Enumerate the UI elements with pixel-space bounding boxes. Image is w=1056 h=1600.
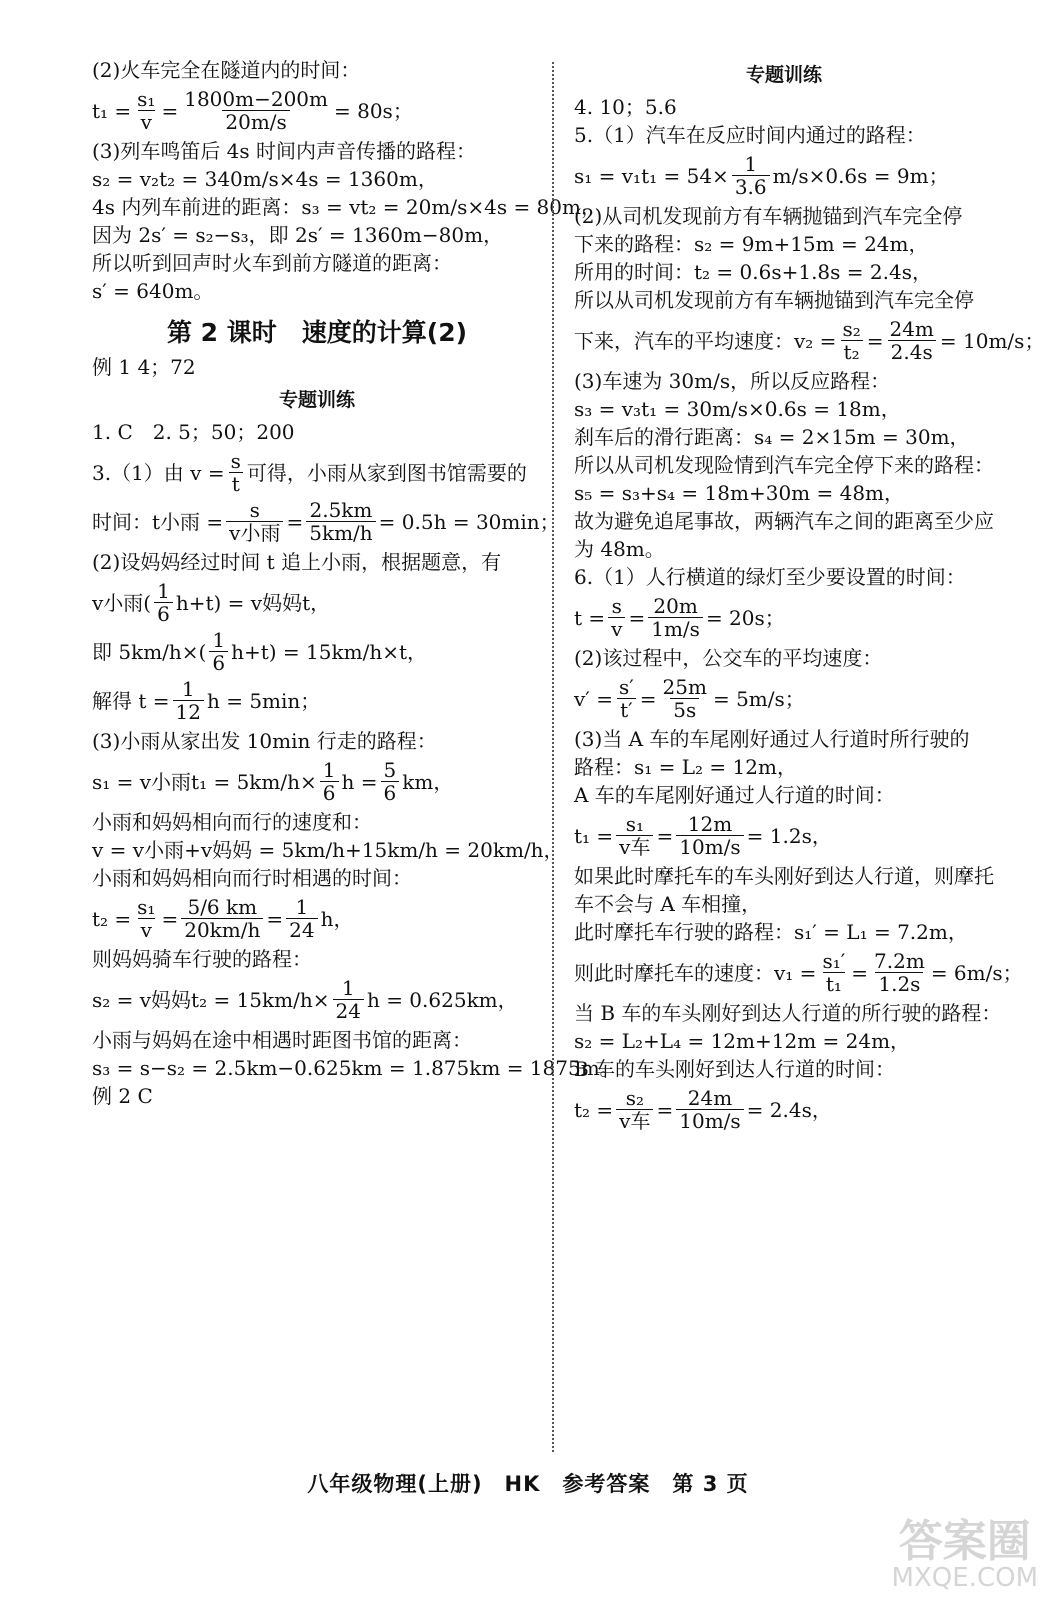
text-line: 小雨与妈妈在途中相遇时距图书馆的距离： (92, 1028, 472, 1052)
formula-text: = 2.4s， (746, 1097, 832, 1122)
numerator: 12m (687, 812, 733, 836)
numerator: 7.2m (874, 949, 925, 973)
text-line: B 车的车头刚好到达人行道的时间： (574, 1057, 896, 1081)
formula-text: = (161, 906, 179, 931)
numerator: 1 (322, 758, 336, 782)
right-column (574, 56, 1045, 1136)
formula-text: = (866, 328, 884, 353)
text-line: 所以从司机发现前方有车辆抛锚到汽车完全停 (574, 288, 974, 312)
watermark-logo: 答案圈 (898, 1516, 1031, 1567)
formula-text: = 80s； (333, 98, 413, 123)
formula-text: = (628, 605, 646, 630)
formula-text: = 20s； (705, 605, 785, 630)
subsection-heading: 专题训练 (278, 389, 355, 411)
denominator: 1m/s (648, 617, 703, 640)
formula-text: h = (341, 769, 378, 794)
formula-text: = (286, 509, 304, 534)
text-line: 所以从司机发现险情到汽车完全停下来的路程： (574, 453, 994, 477)
denominator: t₂ (841, 340, 863, 363)
numerator: 5 (383, 758, 397, 782)
formula-line (574, 317, 1045, 364)
denominator: v车 (616, 1109, 653, 1132)
text-line: s₂ = v₂t₂ = 340m/s×4s = 1360m， (92, 167, 438, 191)
formula-line (574, 813, 994, 858)
formula-text: v′ = (574, 686, 613, 711)
denominator: v小雨 (226, 521, 283, 544)
denominator: 6 (209, 651, 228, 674)
formula-line (574, 949, 1023, 996)
denominator: 20km/h (181, 918, 263, 941)
formula-text: = 6m/s； (930, 960, 1023, 985)
fraction (333, 977, 364, 1022)
text-line: (2)火车完全在隧道内的时间： (92, 58, 361, 82)
text-line: s₂ = L₂+L₄ = 12m+12m = 24m， (574, 1029, 911, 1053)
formula-line (92, 678, 542, 723)
denominator: 24 (286, 918, 317, 941)
text-line: A 车的车尾刚好通过人行道的时间： (574, 783, 895, 807)
formula-text: = (656, 823, 674, 848)
denominator: v (608, 617, 625, 640)
formula-text: s₁ = v小雨t₁ = 5km/h× (92, 769, 317, 794)
numerator: 25m (662, 675, 707, 699)
fraction (676, 1087, 743, 1132)
text-line: 故为避免追尾事故，两辆汽车之间的距离至少应 (574, 509, 994, 533)
formula-text: h = 5min； (206, 688, 321, 713)
fraction (306, 499, 375, 544)
formula-line (92, 498, 560, 545)
denominator: 12 (173, 700, 204, 723)
denominator: v (138, 110, 155, 133)
formula-line (574, 1087, 994, 1132)
text-line: 小雨和妈妈相向而行时相遇的时间： (92, 866, 412, 890)
formula-text: km， (402, 769, 454, 794)
fraction (608, 595, 625, 640)
formula-text: 即 5km/h×( (92, 639, 207, 664)
denominator: 2.4s (888, 340, 936, 363)
text-line: 小雨和妈妈相向而行的速度和： (92, 810, 372, 834)
numerator: 1 (744, 152, 758, 176)
denominator: 10m/s (676, 1109, 743, 1132)
text-line: 所以听到回声时火车到前方隧道的距离： (92, 251, 452, 275)
fraction (154, 580, 173, 625)
page-footer: 八年级物理(上册) HK 参考答案 第 3 页 (307, 1472, 749, 1496)
numerator: 20m (653, 594, 698, 618)
text-line: 4. 10；5.6 (574, 95, 677, 119)
denominator: 6 (154, 602, 173, 625)
numerator: 2.5km (309, 498, 373, 522)
numerator: s₁ (137, 87, 156, 111)
fraction (134, 896, 158, 941)
denominator: 6 (320, 781, 339, 804)
text-line: 因为 2s′ = s₂−s₃，即 2s′ = 1360m−80m， (92, 223, 504, 247)
text-line: (3)列车鸣笛后 4s 时间内声音传播的路程： (92, 139, 477, 163)
text-line: (3)车速为 30m/s，所以反应路程： (574, 369, 891, 393)
text-line: s₅ = s₃+s₄ = 18m+30m = 48m， (574, 481, 905, 505)
fraction (839, 318, 863, 363)
text-line: 1. C 2. 5；50；200 (92, 420, 295, 444)
formula-line (92, 629, 542, 674)
text-line: 如果此时摩托车的车头刚好到达人行道，则摩托 (574, 864, 994, 888)
formula-text: 则此时摩托车的速度：v₁ = (574, 960, 817, 985)
formula-line (92, 759, 542, 804)
formula-text: t = (574, 605, 606, 630)
numerator: s₂ (842, 317, 861, 341)
fraction (616, 1087, 653, 1132)
formula-text: = 1.2s， (746, 823, 832, 848)
text-line: 5.（1）汽车在反应时间内通过的路程： (574, 123, 926, 147)
numerator: 1 (212, 628, 226, 652)
denominator: 10m/s (676, 835, 743, 858)
fraction (320, 759, 339, 804)
numerator: 24m (889, 317, 934, 341)
formula-text: = (656, 1097, 674, 1122)
fraction (871, 950, 928, 995)
text-line: (3)当 A 车的车尾刚好通过人行道时所行驶的 (574, 727, 970, 751)
text-line: 例 2 C (92, 1084, 153, 1108)
formula-text: = (639, 686, 657, 711)
denominator: t₁ (823, 972, 845, 995)
text-line: 则妈妈骑车行驶的路程： (92, 947, 312, 971)
subsection-heading: 专题训练 (745, 64, 822, 86)
fraction (732, 153, 770, 198)
formula-text: 可得，小雨从家到图书馆需要的 (246, 460, 527, 485)
formula-line (92, 977, 542, 1022)
fraction (381, 759, 400, 804)
numerator: 1 (295, 895, 309, 919)
formula-line (574, 595, 994, 640)
column-divider (552, 62, 554, 1452)
formula-text: h+t) = v妈妈t， (175, 590, 331, 615)
fraction (226, 499, 283, 544)
fraction (173, 678, 204, 723)
numerator: s′ (618, 675, 634, 699)
denominator: 5km/h (306, 521, 375, 544)
text-line: 此时摩托车行驶的路程：s₁′ = L₁ = 7.2m， (574, 920, 968, 944)
numerator: 1800m−200m (184, 87, 328, 111)
denominator: 24 (333, 999, 364, 1022)
denominator: 5s (670, 698, 699, 721)
formula-text: = (161, 98, 179, 123)
text-line: (2)该过程中，公交车的平均速度： (574, 646, 883, 670)
text-line: s′ = 640m。 (92, 279, 214, 303)
formula-line (574, 676, 994, 721)
denominator: t′ (617, 698, 636, 721)
fraction (676, 813, 743, 858)
fraction (616, 676, 637, 721)
text-line: 4s 内列车前进的距离：s₃ = vt₂ = 20m/s×4s = 80m， (92, 195, 601, 219)
watermark (892, 1505, 1038, 1593)
numerator: 24m (687, 1086, 733, 1110)
numerator: s₁′ (822, 949, 846, 973)
formula-text: s₂ = v妈妈t₂ = 15km/h× (92, 987, 330, 1012)
formula-text: 下来，汽车的平均速度：v₂ = (574, 328, 837, 353)
denominator: v (138, 918, 155, 941)
text-line: 当 B 车的车头刚好到达人行道的所行驶的路程： (574, 1001, 1002, 1025)
fraction (181, 88, 331, 133)
formula-line (92, 88, 542, 133)
formula-text: = 0.5h = 30min； (378, 509, 560, 534)
formula-text: h = 0.625km， (366, 987, 518, 1012)
fraction (134, 88, 158, 133)
text-line: 路程：s₁ = L₂ = 12m， (574, 755, 797, 779)
fraction (660, 676, 710, 721)
text-line: 6.（1）人行横道的绿灯至少要设置的时间： (574, 565, 966, 589)
numerator: s₂ (625, 1086, 644, 1110)
text-line: 车不会与 A 车相撞， (574, 892, 762, 916)
fraction (648, 595, 703, 640)
formula-text: 时间：t小雨 = (92, 509, 224, 534)
formula-text: t₁ = (92, 98, 132, 123)
fraction (819, 950, 848, 995)
formula-text: s₁ = v₁t₁ = 54× (574, 163, 729, 188)
denominator: t (229, 472, 243, 495)
text-line: (2)从司机发现前方有车辆抛锚到汽车完全停 (574, 204, 963, 228)
fraction (286, 896, 317, 941)
text-line: 刹车后的滑行距离：s₄ = 2×15m = 30m， (574, 425, 970, 449)
denominator: 6 (381, 781, 400, 804)
formula-text: = 10m/s； (939, 328, 1045, 353)
numerator: s (230, 449, 241, 473)
fraction (886, 318, 936, 363)
fraction (616, 813, 653, 858)
text-line: s₃ = v₃t₁ = 30m/s×0.6s = 18m， (574, 397, 901, 421)
text-line: 所用的时间：t₂ = 0.6s+1.8s = 2.4s， (574, 260, 932, 284)
text-line: (3)小雨从家出发 10min 行走的路程： (92, 729, 437, 753)
numerator: s₁ (625, 812, 644, 836)
formula-text: = (851, 960, 869, 985)
numerator: s₁ (137, 895, 156, 919)
fraction (228, 450, 244, 495)
formula-text: t₂ = (574, 1097, 614, 1122)
formula-text: h， (320, 906, 354, 931)
text-line: 下来的路程：s₂ = 9m+15m = 24m， (574, 232, 929, 256)
text-line: 例 1 4；72 (92, 355, 196, 379)
formula-text: = (266, 906, 284, 931)
fraction (181, 896, 263, 941)
denominator: v车 (616, 835, 653, 858)
text-line: v = v小雨+v妈妈 = 5km/h+15km/h = 20km/h， (92, 838, 564, 862)
text-line: s₃ = s−s₂ = 2.5km−0.625km = 1.875km = 1875m。 (92, 1056, 620, 1080)
formula-text: m/s×0.6s = 9m； (772, 163, 949, 188)
watermark-url: MXQE.COM (891, 1563, 1038, 1593)
fraction (209, 629, 228, 674)
formula-line (92, 580, 542, 625)
formula-text: v小雨( (92, 590, 152, 615)
formula-line (574, 153, 994, 198)
denominator: 3.6 (732, 175, 770, 198)
section-heading: 第 2 课时 速度的计算(2) (166, 318, 468, 347)
formula-line (92, 896, 542, 941)
formula-line (92, 450, 542, 495)
denominator: 20m/s (222, 110, 289, 133)
formula-text: h+t) = 15km/h×t， (231, 639, 427, 664)
formula-text: 3.（1）由 v = (92, 460, 225, 485)
numerator: s (249, 498, 260, 522)
formula-text: 解得 t = (92, 688, 170, 713)
numerator: 5/6 km (187, 895, 258, 919)
formula-text: t₂ = (92, 906, 132, 931)
formula-text: = 5m/s； (712, 686, 805, 711)
numerator: 1 (157, 579, 170, 603)
denominator: 1.2s (875, 972, 923, 995)
text-line: 为 48m。 (574, 537, 665, 561)
numerator: 1 (341, 976, 355, 1000)
text-line: (2)设妈妈经过时间 t 追上小雨，根据题意，有 (92, 550, 502, 574)
numerator: 1 (181, 677, 195, 701)
numerator: s (611, 594, 622, 618)
formula-text: t₁ = (574, 823, 614, 848)
